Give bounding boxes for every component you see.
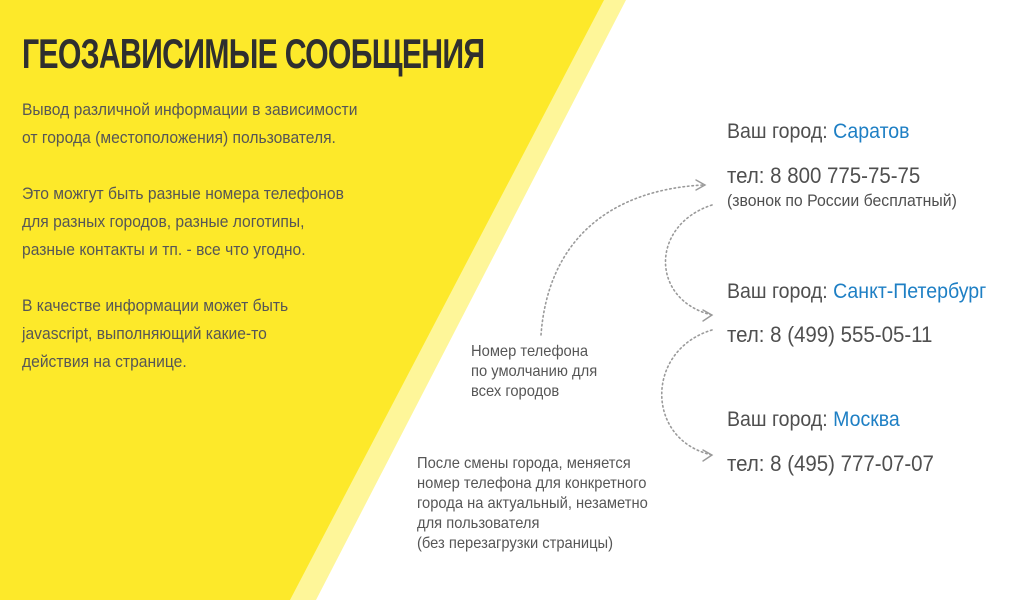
city-label: Ваш город:	[727, 120, 828, 143]
variants-line: Это можгут быть разные номера телефонов	[22, 184, 344, 203]
page-title: ГЕОЗАВИСИМЫЕ СООБЩЕНИЯ	[22, 30, 485, 77]
phone-spb: тел: 8 (499) 555-05-11	[727, 322, 933, 347]
variants-paragraph	[22, 180, 408, 264]
city-label: Ваш город:	[727, 408, 828, 431]
javascript-line: действия на странице.	[22, 352, 187, 371]
annotation-line: города на актуальный, незаметно	[417, 495, 648, 512]
city-name-spb[interactable]: Санкт-Петербург	[833, 280, 987, 303]
city-line-spb	[727, 280, 986, 304]
annotation-line: по умолчанию для	[471, 363, 598, 380]
default-phone-annotation	[471, 342, 597, 402]
annotation-line: номер телефона для конкретного	[417, 475, 647, 492]
city-change-annotation	[417, 454, 648, 554]
phone-moscow: тел: 8 (495) 777-07-07	[727, 451, 934, 476]
annotation-line: (без перезагрузки страницы)	[417, 535, 614, 552]
phone-note-free-call: (звонок по России бесплатный)	[727, 191, 957, 210]
javascript-line: В качестве информации может быть	[22, 296, 289, 315]
city-label: Ваш город:	[727, 280, 828, 303]
annotation-line: всех городов	[471, 383, 560, 400]
variants-line: разные контакты и тп. - все что угодно.	[22, 240, 306, 259]
city-line-moscow	[727, 408, 900, 432]
city-name-saratov[interactable]: Саратов	[833, 120, 910, 143]
annotation-line: После смены города, меняется	[417, 455, 631, 472]
javascript-line: javascript, выполняющий какие-то	[22, 324, 267, 343]
intro-line: Вывод различной информации в зависимости	[22, 100, 358, 119]
phone-saratov: тел: 8 800 775-75-75	[727, 163, 921, 188]
city-name-moscow[interactable]: Москва	[833, 408, 900, 431]
variants-line: для разных городов, разные логотипы,	[22, 212, 305, 231]
annotation-line: для пользователя	[417, 515, 540, 532]
intro-line: от города (местоположения) пользователя.	[22, 128, 336, 147]
city-line-saratov	[727, 120, 910, 144]
annotation-line: Номер телефона	[471, 343, 589, 360]
javascript-paragraph	[22, 292, 408, 376]
intro-paragraph	[22, 96, 408, 152]
